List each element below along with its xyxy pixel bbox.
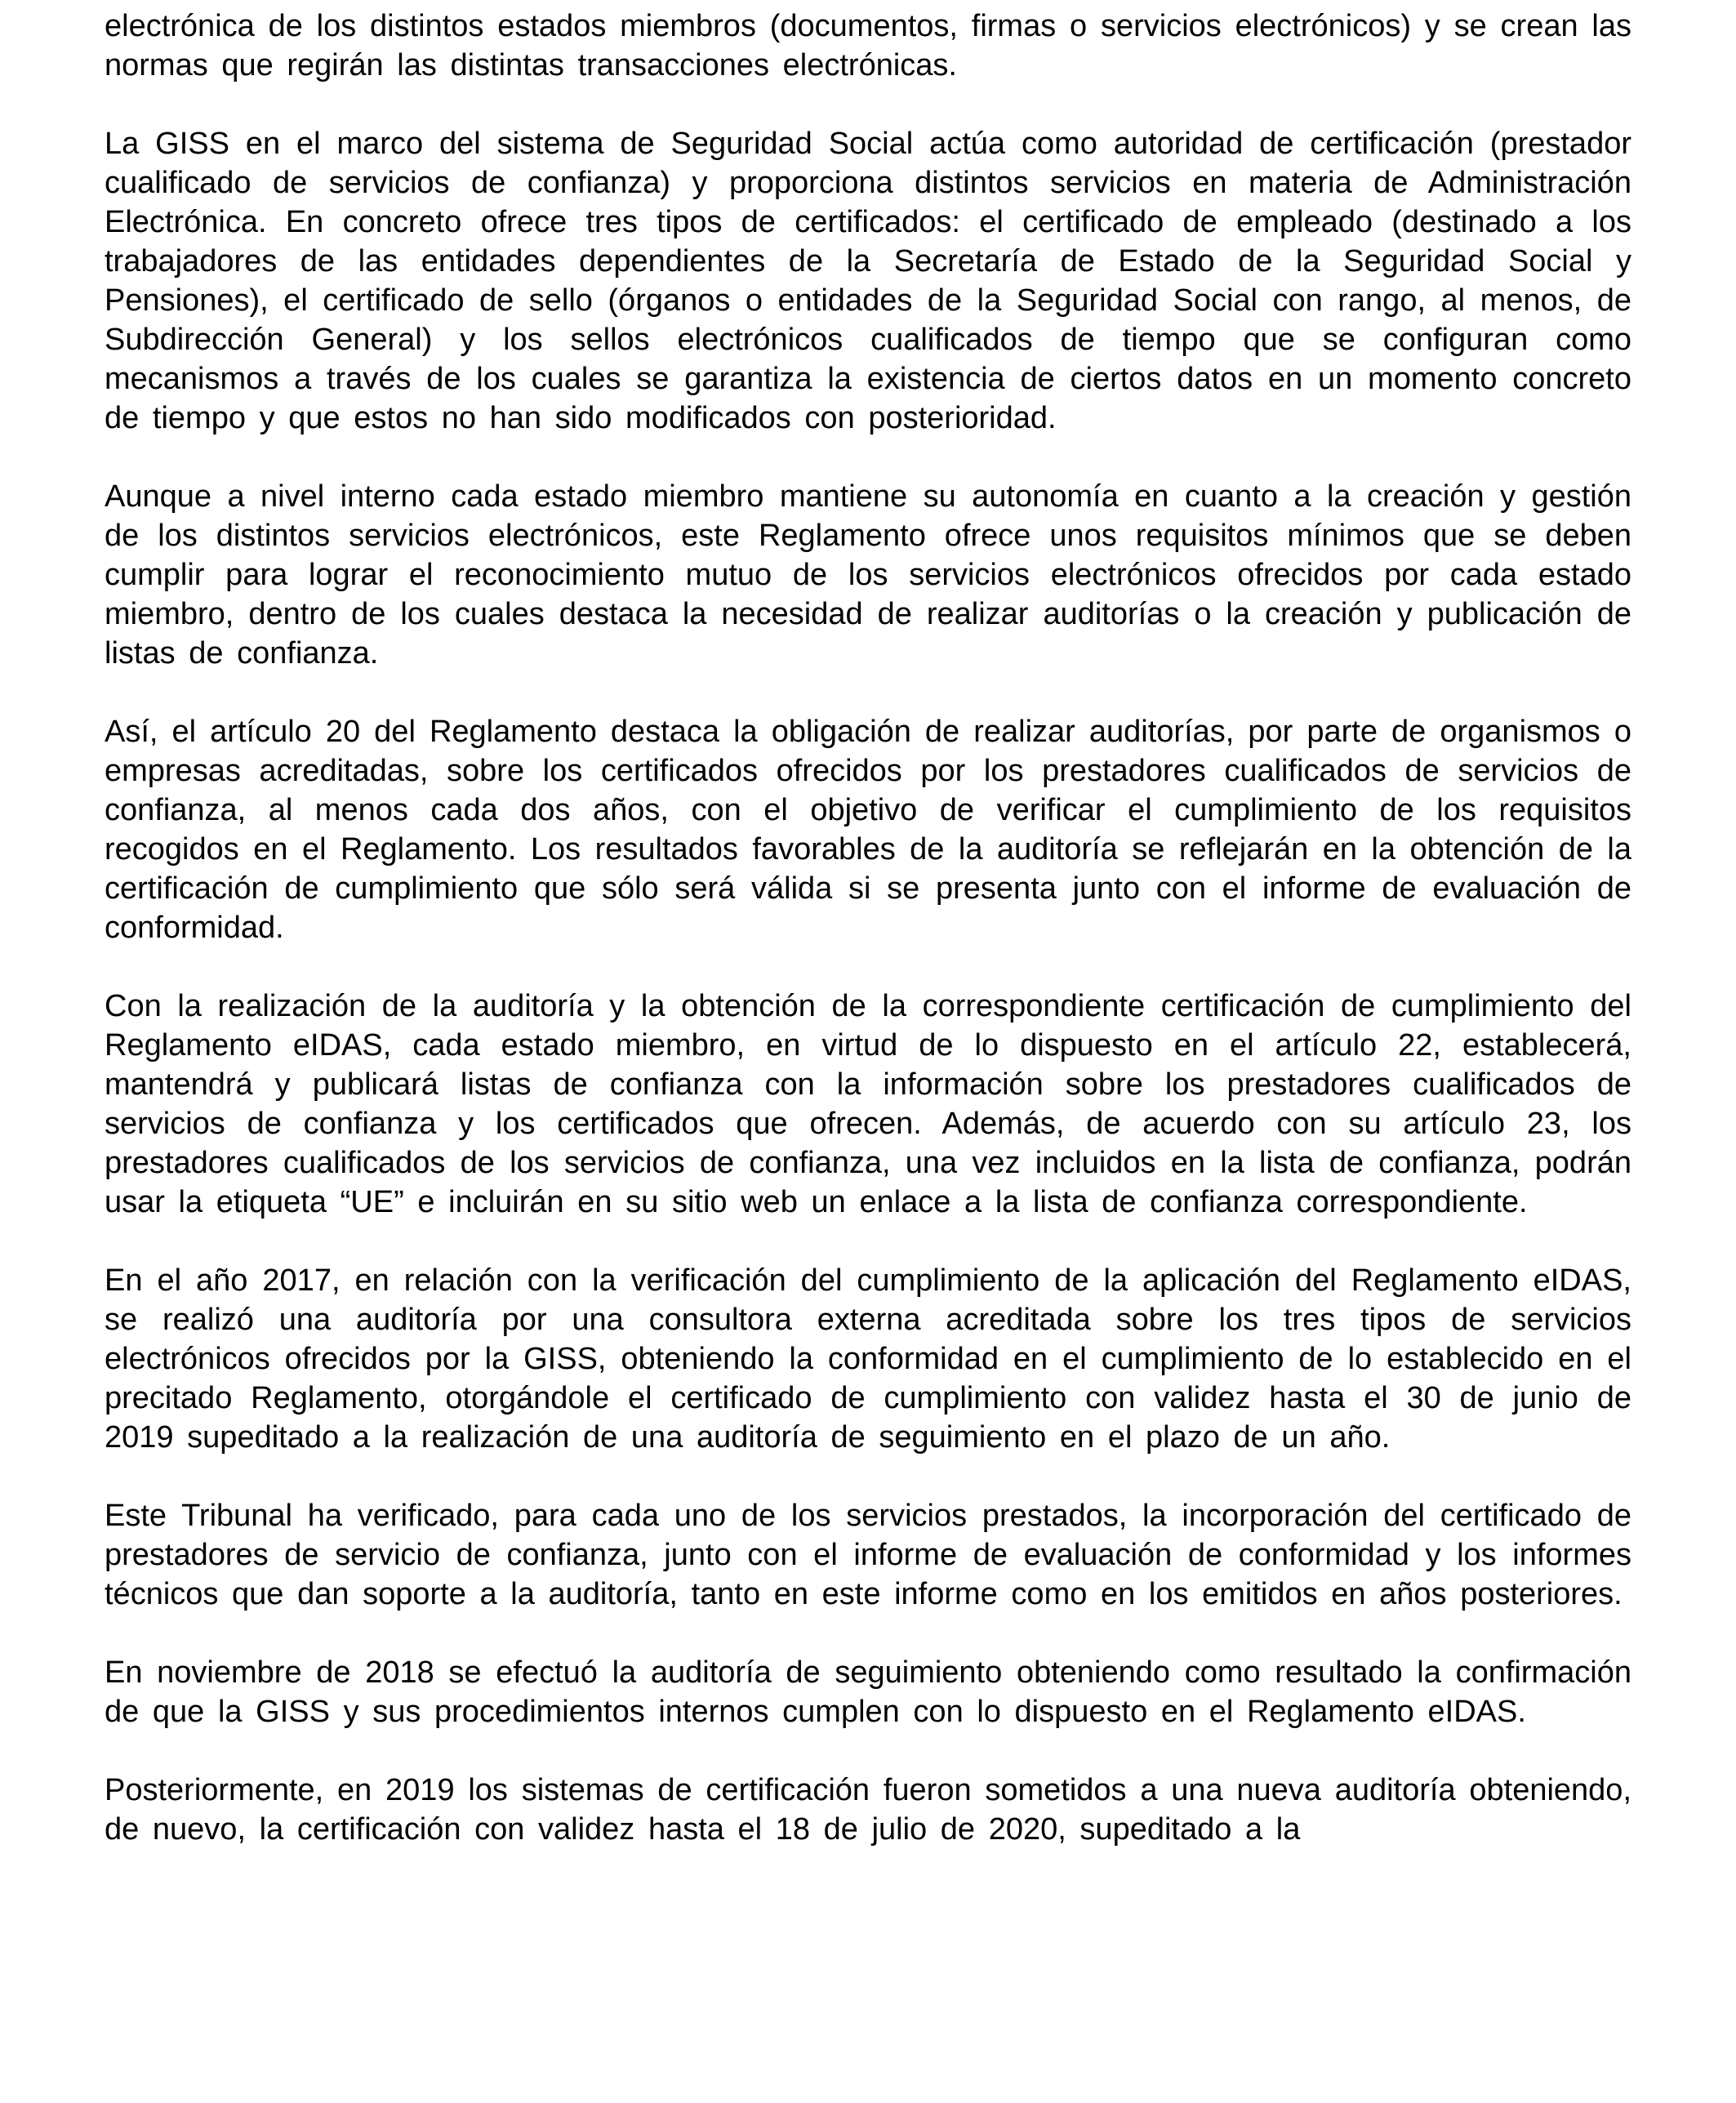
paragraph-article-20-audits: Así, el artículo 20 del Reglamento destaca la obligación de realizar auditorías, por parte de organismos o empresas acreditadas, sobre los certificados ofrecidos por los prestadores cualificados de servicios de confianza, al menos cada dos años, con el objetivo de verificar el cumplimiento de los requisitos recogidos en el Reglamento. Los resultados favorables de la auditoría se reflejarán en la obtención de la certificación de cumplimiento que sólo será válida si se presenta junto con el informe de evaluación de conformidad. — [105, 715, 1631, 945]
paragraph-continuation: electrónica de los distintos estados miembros (documentos, firmas o servicios electrónicos) y se crean las normas que regirán las distintas transacciones electrónicas. — [105, 9, 1631, 82]
paragraph-giss-certification-authority: La GISS en el marco del sistema de Seguridad Social actúa como autoridad de certificación (prestador cualificado de servicios de confianza) y proporciona distintos servicios en materia de Administración Electrónica. En concreto ofrece tres tipos de certificados: el certificado de empleado (destinado a los trabajadores de las entidades dependientes de la Secretaría de Estado de la Seguridad Social y Pensiones), el certificado de sello (órganos o entidades de la Seguridad Social con rango, al menos, de Subdirección General) y los sellos electrónicos cualificados de tiempo que se configuran como mecanismos a través de los cuales se garantiza la existencia de ciertos datos en un momento concreto de tiempo y que estos no han sido modificados con posterioridad. — [105, 127, 1631, 435]
paragraph-2018-follow-up-audit: En noviembre de 2018 se efectuó la auditoría de seguimiento obteniendo como resultado la confirmación de que la GISS y sus procedimientos internos cumplen con lo dispuesto en el Reglamento eIDAS. — [105, 1655, 1631, 1729]
paragraph-trust-lists-articles-22-23: Con la realización de la auditoría y la obtención de la correspondiente certificación de cumplimiento del Reglamento eIDAS, cada estado miembro, en virtud de lo dispuesto en el artículo 22, establecerá, mantendrá y publicará listas de confianza con la información sobre los prestadores cualificados de servicios de confianza y los certificados que ofrecen. Además, de acuerdo con su artículo 23, los prestadores cualificados de los servicios de confianza, una vez incluidos en la lista de confianza, podrán usar la etiqueta “UE” e incluirán en su sitio web un enlace a la lista de confianza correspondiente. — [105, 989, 1631, 1219]
paragraph-member-state-autonomy: Aunque a nivel interno cada estado miembro mantiene su autonomía en cuanto a la creación y gestión de los distintos servicios electrónicos, este Reglamento ofrece unos requisitos mínimos que se deben cumplir para lograr el reconocimiento mutuo de los servicios electrónicos ofrecidos por cada estado miembro, dentro de los cuales destaca la necesidad de realizar auditorías o la creación y publicación de listas de confianza. — [105, 479, 1631, 671]
paragraph-tribunal-verification: Este Tribunal ha verificado, para cada uno de los servicios prestados, la incorporación del certificado de prestadores de servicio de confianza, junto con el informe de evaluación de conformidad y los informes técnicos que dan soporte a la auditoría, tanto en este informe como en los emitidos en años posteriores. — [105, 1499, 1631, 1611]
paragraph-2017-audit: En el año 2017, en relación con la verificación del cumplimiento de la aplicación del Reglamento eIDAS, se realizó una auditoría por una consultora externa acreditada sobre los tres tipos de servicios electrónicos ofrecidos por la GISS, obteniendo la conformidad en el cumplimiento de lo establecido en el precitado Reglamento, otorgándole el certificado de cumplimiento con validez hasta el 30 de junio de 2019 supeditado a la realización de una auditoría de seguimiento en el plazo de un año. — [105, 1263, 1631, 1455]
paragraph-2019-new-audit: Posteriormente, en 2019 los sistemas de certificación fueron sometidos a una nueva auditoría obteniendo, de nuevo, la certificación con validez hasta el 18 de julio de 2020, supeditado a la — [105, 1773, 1631, 1847]
